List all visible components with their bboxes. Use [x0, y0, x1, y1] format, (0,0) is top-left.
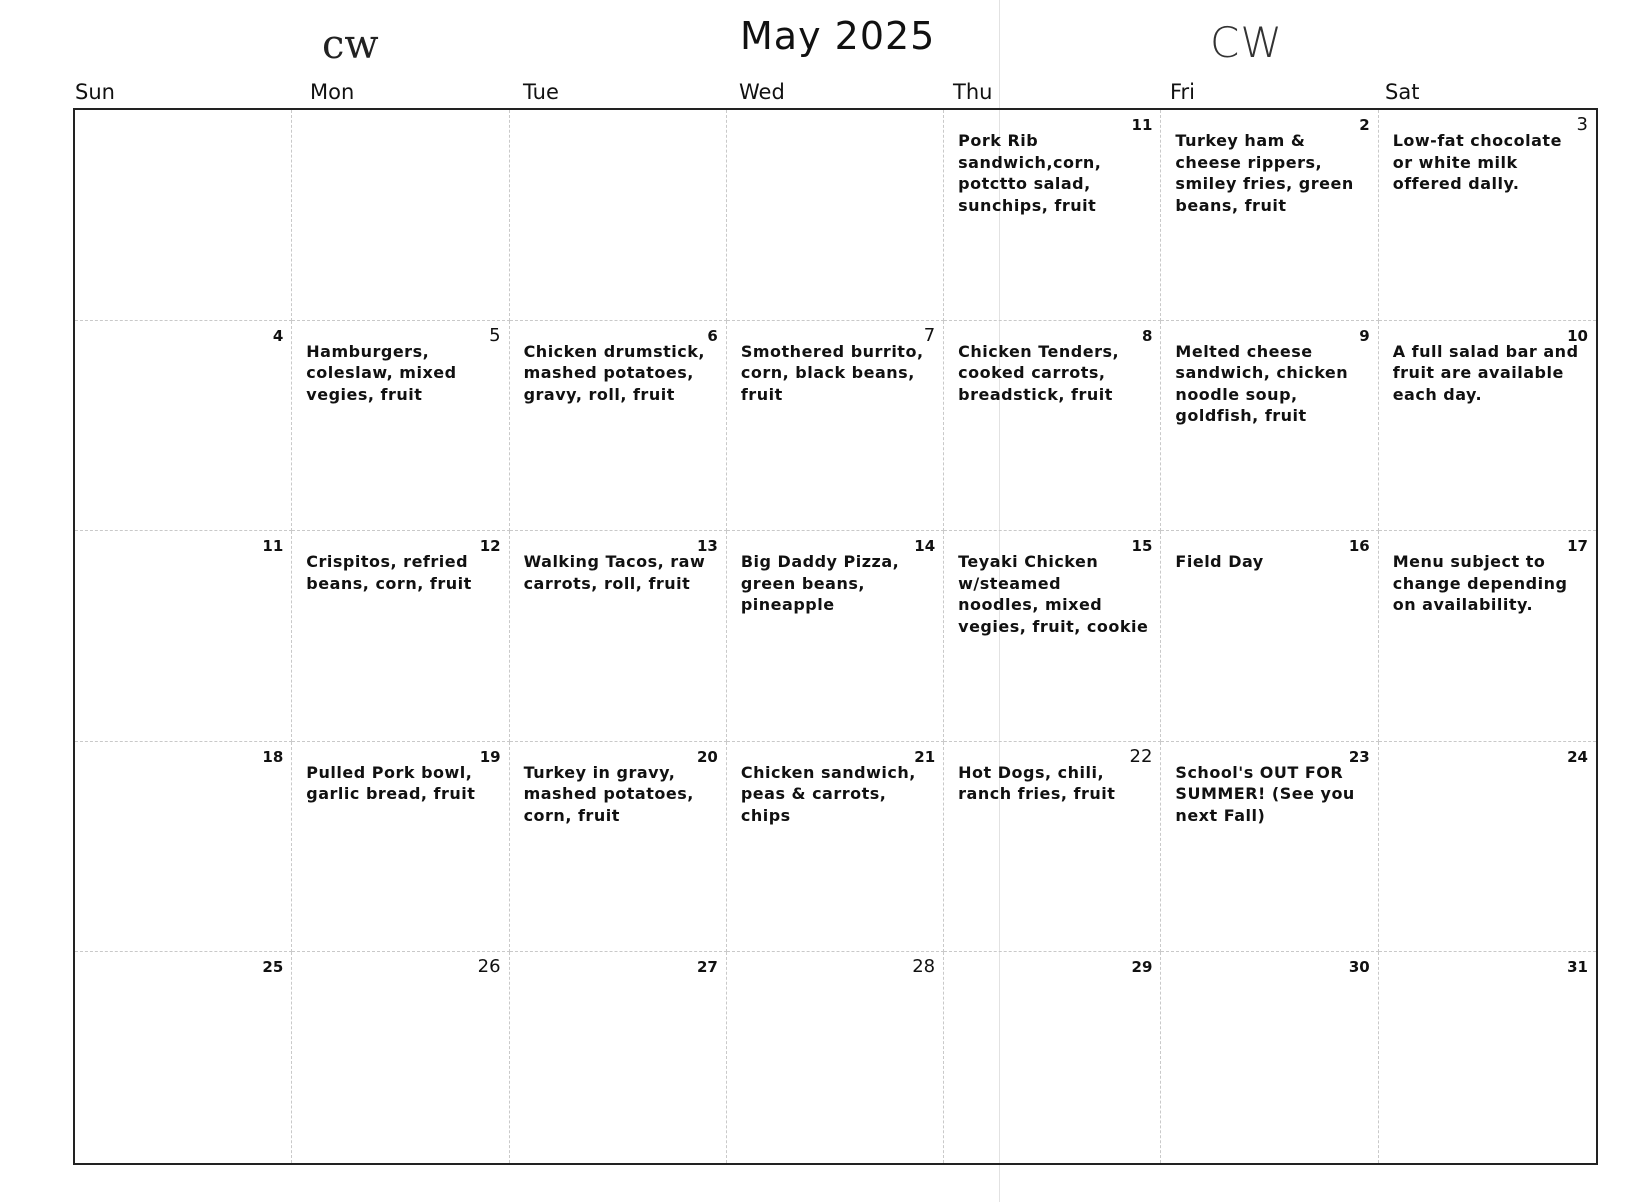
- day-number: 16: [1348, 537, 1370, 556]
- day-number: 12: [479, 537, 501, 556]
- day-cell: [1161, 321, 1378, 532]
- day-cell: [1161, 110, 1378, 321]
- day-cell: [1161, 742, 1378, 953]
- page-title: May 2025: [740, 14, 936, 58]
- menu-text: Pork Rib sandwich,corn, potctto salad, sunchips, fruit: [958, 131, 1102, 215]
- initials-mark-left: cw: [322, 22, 379, 68]
- day-number: 11: [1131, 116, 1153, 134]
- day-cell: [1379, 742, 1596, 953]
- menu-text: Menu subject to change depending on availability.: [1392, 552, 1568, 615]
- menu-text: Smothered burrito, corn, black beans, fruit: [740, 341, 924, 404]
- menu-text: Walking Tacos, raw carrots, roll, fruit: [523, 552, 706, 593]
- day-cell: [75, 952, 292, 1163]
- day-number: 3: [1576, 114, 1588, 135]
- day-number: 4: [272, 326, 284, 345]
- day-number: 24: [1567, 747, 1588, 766]
- day-number: 26: [477, 956, 501, 978]
- day-cell: [727, 742, 944, 953]
- day-cell: [944, 321, 1161, 532]
- day-number: 20: [696, 747, 718, 766]
- initials-mark-right: CW: [1210, 18, 1283, 67]
- day-number: 31: [1567, 958, 1588, 977]
- day-number: 21: [914, 747, 936, 766]
- menu-text: A full salad bar and fruit are available each day.: [1392, 341, 1579, 404]
- menu-text: Chicken sandwich, peas & carrots, chips: [740, 762, 916, 825]
- menu-text: Melted cheese sandwich, chicken noodle soup, goldfish, fruit: [1175, 341, 1349, 426]
- day-number: 6: [707, 326, 718, 345]
- day-number: 11: [262, 537, 284, 556]
- day-cell: [727, 531, 944, 742]
- menu-text: Turkey ham & cheese rippers, smiley fries, green beans, fruit: [1175, 131, 1354, 215]
- day-number: 25: [262, 958, 284, 977]
- day-number: 17: [1567, 537, 1588, 556]
- day-cell: [1379, 531, 1596, 742]
- day-cell: [727, 952, 944, 1163]
- day-cell: [1379, 110, 1596, 321]
- day-number: 7: [923, 324, 936, 346]
- menu-text: Hot Dogs, chili, ranch fries, fruit: [958, 762, 1116, 804]
- weekday-header-row: [73, 80, 1603, 108]
- day-cell: [292, 531, 509, 742]
- menu-text: Chicken Tenders, cooked carrots, breadstick, fruit: [958, 341, 1120, 404]
- day-cell: [75, 742, 292, 953]
- menu-text: Big Daddy Pizza, green beans, pineapple: [740, 552, 900, 615]
- day-cell: [727, 110, 944, 321]
- day-cell: [944, 531, 1161, 742]
- day-cell: [292, 952, 509, 1163]
- day-number: 30: [1348, 958, 1370, 977]
- day-cell: [292, 110, 509, 321]
- day-number: 14: [914, 537, 936, 556]
- menu-text: Pulled Pork bowl, garlic bread, fruit: [306, 762, 476, 804]
- day-cell: [1379, 952, 1596, 1163]
- day-number: 8: [1141, 326, 1153, 345]
- day-cell: [1161, 531, 1378, 742]
- day-number: 19: [479, 747, 501, 766]
- day-cell: [1379, 321, 1596, 532]
- day-cell: [510, 110, 727, 321]
- day-number: 15: [1131, 537, 1153, 556]
- day-number: 5: [489, 324, 501, 346]
- day-number: 9: [1359, 326, 1370, 345]
- day-number: 27: [696, 958, 718, 977]
- menu-text: Low-fat chocolate or white milk offered dally.: [1392, 131, 1562, 193]
- day-cell: [944, 742, 1161, 953]
- day-number: 29: [1131, 958, 1153, 977]
- menu-text: Hamburgers, coleslaw, mixed vegies, fruit: [306, 341, 457, 404]
- menu-text: Chicken drumstick, mashed potatoes, gravy, roll, fruit: [523, 341, 705, 404]
- day-number: 28: [912, 956, 936, 978]
- day-cell: [1161, 952, 1378, 1163]
- menu-text: Teyaki Chicken w/steamed noodles, mixed vegies, fruit, cookie: [958, 552, 1149, 636]
- day-cell: [727, 321, 944, 532]
- day-cell: [510, 742, 727, 953]
- weekday-thu: Thu: [953, 80, 993, 104]
- menu-text: Turkey in gravy, mashed potatoes, corn, fruit: [523, 762, 694, 825]
- day-number: 2: [1359, 116, 1370, 134]
- calendar-grid: [73, 108, 1598, 1165]
- weekday-sun: Sun: [75, 80, 115, 104]
- day-cell: [75, 110, 292, 321]
- menu-text: School's OUT FOR SUMMER! (See you next Fall): [1175, 762, 1355, 825]
- day-cell: [510, 952, 727, 1163]
- day-cell: [292, 321, 509, 532]
- day-cell: [510, 531, 727, 742]
- weekday-wed: Wed: [739, 80, 785, 104]
- weekday-tue: Tue: [523, 80, 559, 104]
- day-number: 23: [1348, 747, 1370, 766]
- menu-text: Field Day: [1175, 552, 1264, 572]
- menu-text: Crispitos, refried beans, corn, fruit: [306, 552, 472, 593]
- day-number: 13: [696, 537, 718, 556]
- day-number: 18: [262, 747, 284, 766]
- day-cell: [75, 531, 292, 742]
- day-number: 22: [1129, 745, 1153, 767]
- day-cell: [75, 321, 292, 532]
- weekday-mon: Mon: [310, 80, 355, 104]
- day-cell: [292, 742, 509, 953]
- day-cell: [510, 321, 727, 532]
- day-cell: [944, 110, 1161, 321]
- day-cell: [944, 952, 1161, 1163]
- weekday-sat: Sat: [1385, 80, 1420, 104]
- day-number: 10: [1567, 326, 1588, 345]
- weekday-fri: Fri: [1170, 80, 1196, 104]
